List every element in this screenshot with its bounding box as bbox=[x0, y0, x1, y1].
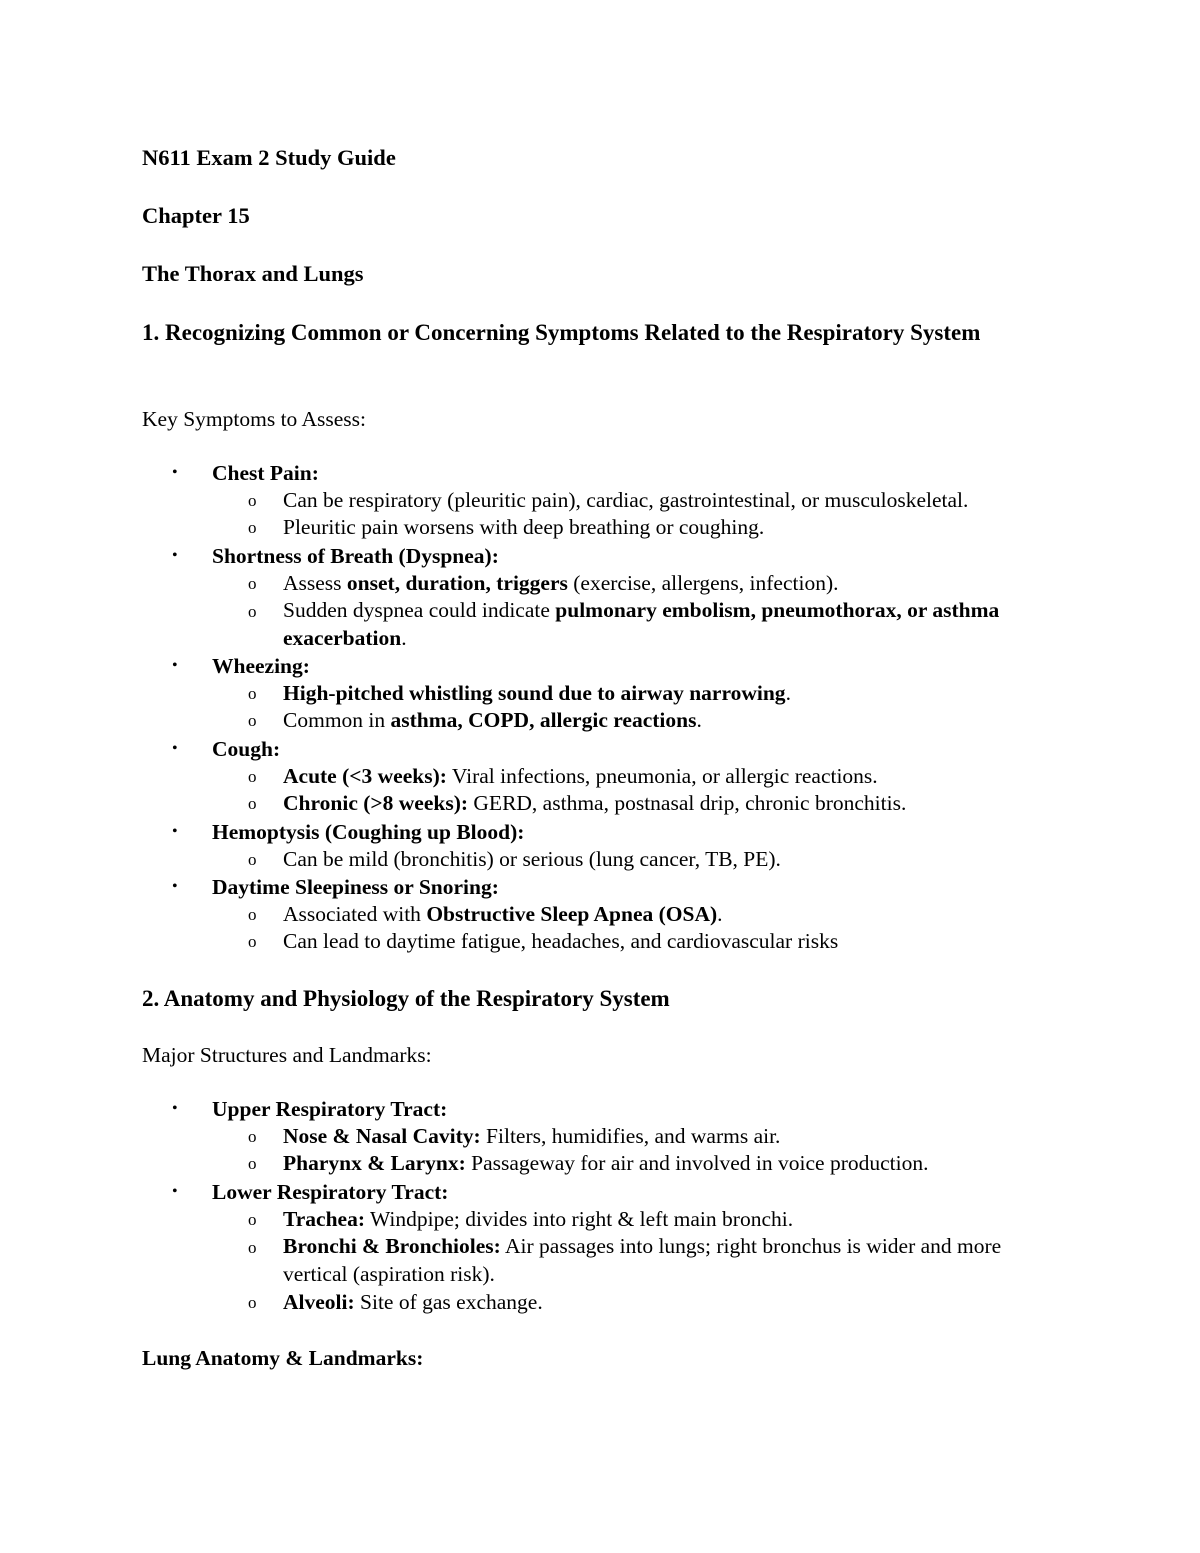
sub-bullet-icon: o bbox=[248, 711, 257, 730]
sub-bullet-icon: o bbox=[248, 574, 257, 593]
sub-item: Can lead to daytime fatigue, headaches, and cardiovascular risks bbox=[283, 929, 839, 953]
list-item-label: Cough: bbox=[212, 737, 281, 761]
list-item-label: Chest Pain: bbox=[212, 461, 319, 485]
sub-item: Can be respiratory (pleuritic pain), cardiac, gastrointestinal, or musculoskeletal. bbox=[283, 488, 969, 512]
section2-heading: 2. Anatomy and Physiology of the Respiratory System bbox=[142, 986, 670, 1011]
sub-item: Alveoli: Site of gas exchange. bbox=[283, 1290, 543, 1314]
sub-bullet-icon: o bbox=[248, 794, 257, 813]
sub-item: Sudden dyspnea could indicate pulmonary embolism, pneumothorax, or asthma exacerbation. bbox=[283, 598, 1000, 650]
sub-item: Pharynx & Larynx: Passageway for air and involved in voice production. bbox=[283, 1151, 929, 1175]
sub-bullet-icon: o bbox=[248, 1127, 257, 1146]
sub-item: Chronic (>8 weeks): GERD, asthma, postnasal drip, chronic bronchitis. bbox=[283, 791, 907, 815]
sub-item: Associated with Obstructive Sleep Apnea (OSA). bbox=[283, 902, 723, 926]
document-title: N611 Exam 2 Study Guide bbox=[142, 145, 396, 170]
sub-item: Acute (<3 weeks): Viral infections, pneumonia, or allergic reactions. bbox=[283, 764, 878, 788]
sub-item: Pleuritic pain worsens with deep breathing or coughing. bbox=[283, 515, 765, 539]
bullet-icon: • bbox=[172, 878, 178, 895]
sub-bullet-icon: o bbox=[248, 1210, 257, 1229]
lung-anatomy-heading: Lung Anatomy & Landmarks: bbox=[142, 1346, 424, 1370]
sub-item: Assess onset, duration, triggers (exercise, allergens, infection). bbox=[283, 571, 839, 595]
list-item-label: Wheezing: bbox=[212, 654, 310, 678]
section1-heading: 1. Recognizing Common or Concerning Symptoms Related to the Respiratory System bbox=[142, 320, 981, 345]
sub-bullet-icon: o bbox=[248, 850, 257, 869]
sub-item: Trachea: Windpipe; divides into right & left main bronchi. bbox=[283, 1207, 794, 1231]
list-item-label: Hemoptysis (Coughing up Blood): bbox=[212, 820, 525, 844]
sub-bullet-icon: o bbox=[248, 1238, 257, 1257]
topic-heading: The Thorax and Lungs bbox=[142, 261, 364, 286]
sub-bullet-icon: o bbox=[248, 767, 257, 786]
sub-bullet-icon: o bbox=[248, 905, 257, 924]
list-item-label: Lower Respiratory Tract: bbox=[212, 1180, 449, 1204]
section2-subheading: Major Structures and Landmarks: bbox=[142, 1043, 432, 1067]
sub-bullet-icon: o bbox=[248, 1293, 257, 1312]
sub-item: Can be mild (bronchitis) or serious (lung cancer, TB, PE). bbox=[283, 847, 781, 871]
list-item-label: Daytime Sleepiness or Snoring: bbox=[212, 875, 499, 899]
sub-item: Bronchi & Bronchioles: Air passages into lungs; right bronchus is wider and more vertical (aspiration risk). bbox=[283, 1234, 1002, 1286]
bullet-icon: • bbox=[172, 823, 178, 840]
bullet-icon: • bbox=[172, 464, 178, 481]
chapter-heading: Chapter 15 bbox=[142, 203, 250, 228]
sub-bullet-icon: o bbox=[248, 684, 257, 703]
sub-item: Nose & Nasal Cavity: Filters, humidifies, and warms air. bbox=[283, 1124, 781, 1148]
list-item-label: Shortness of Breath (Dyspnea): bbox=[212, 544, 499, 568]
section1-subheading: Key Symptoms to Assess: bbox=[142, 407, 366, 431]
sub-bullet-icon: o bbox=[248, 518, 257, 537]
sub-item: Common in asthma, COPD, allergic reactions. bbox=[283, 708, 702, 732]
sub-bullet-icon: o bbox=[248, 1154, 257, 1173]
list-item-label: Upper Respiratory Tract: bbox=[212, 1097, 448, 1121]
bullet-icon: • bbox=[172, 740, 178, 757]
sub-item: High-pitched whistling sound due to airway narrowing. bbox=[283, 681, 791, 705]
bullet-icon: • bbox=[172, 657, 178, 674]
sub-bullet-icon: o bbox=[248, 602, 257, 621]
bullet-icon: • bbox=[172, 1100, 178, 1117]
sub-bullet-icon: o bbox=[248, 932, 257, 951]
bullet-icon: • bbox=[172, 1183, 178, 1200]
bullet-icon: • bbox=[172, 547, 178, 564]
sub-bullet-icon: o bbox=[248, 491, 257, 510]
